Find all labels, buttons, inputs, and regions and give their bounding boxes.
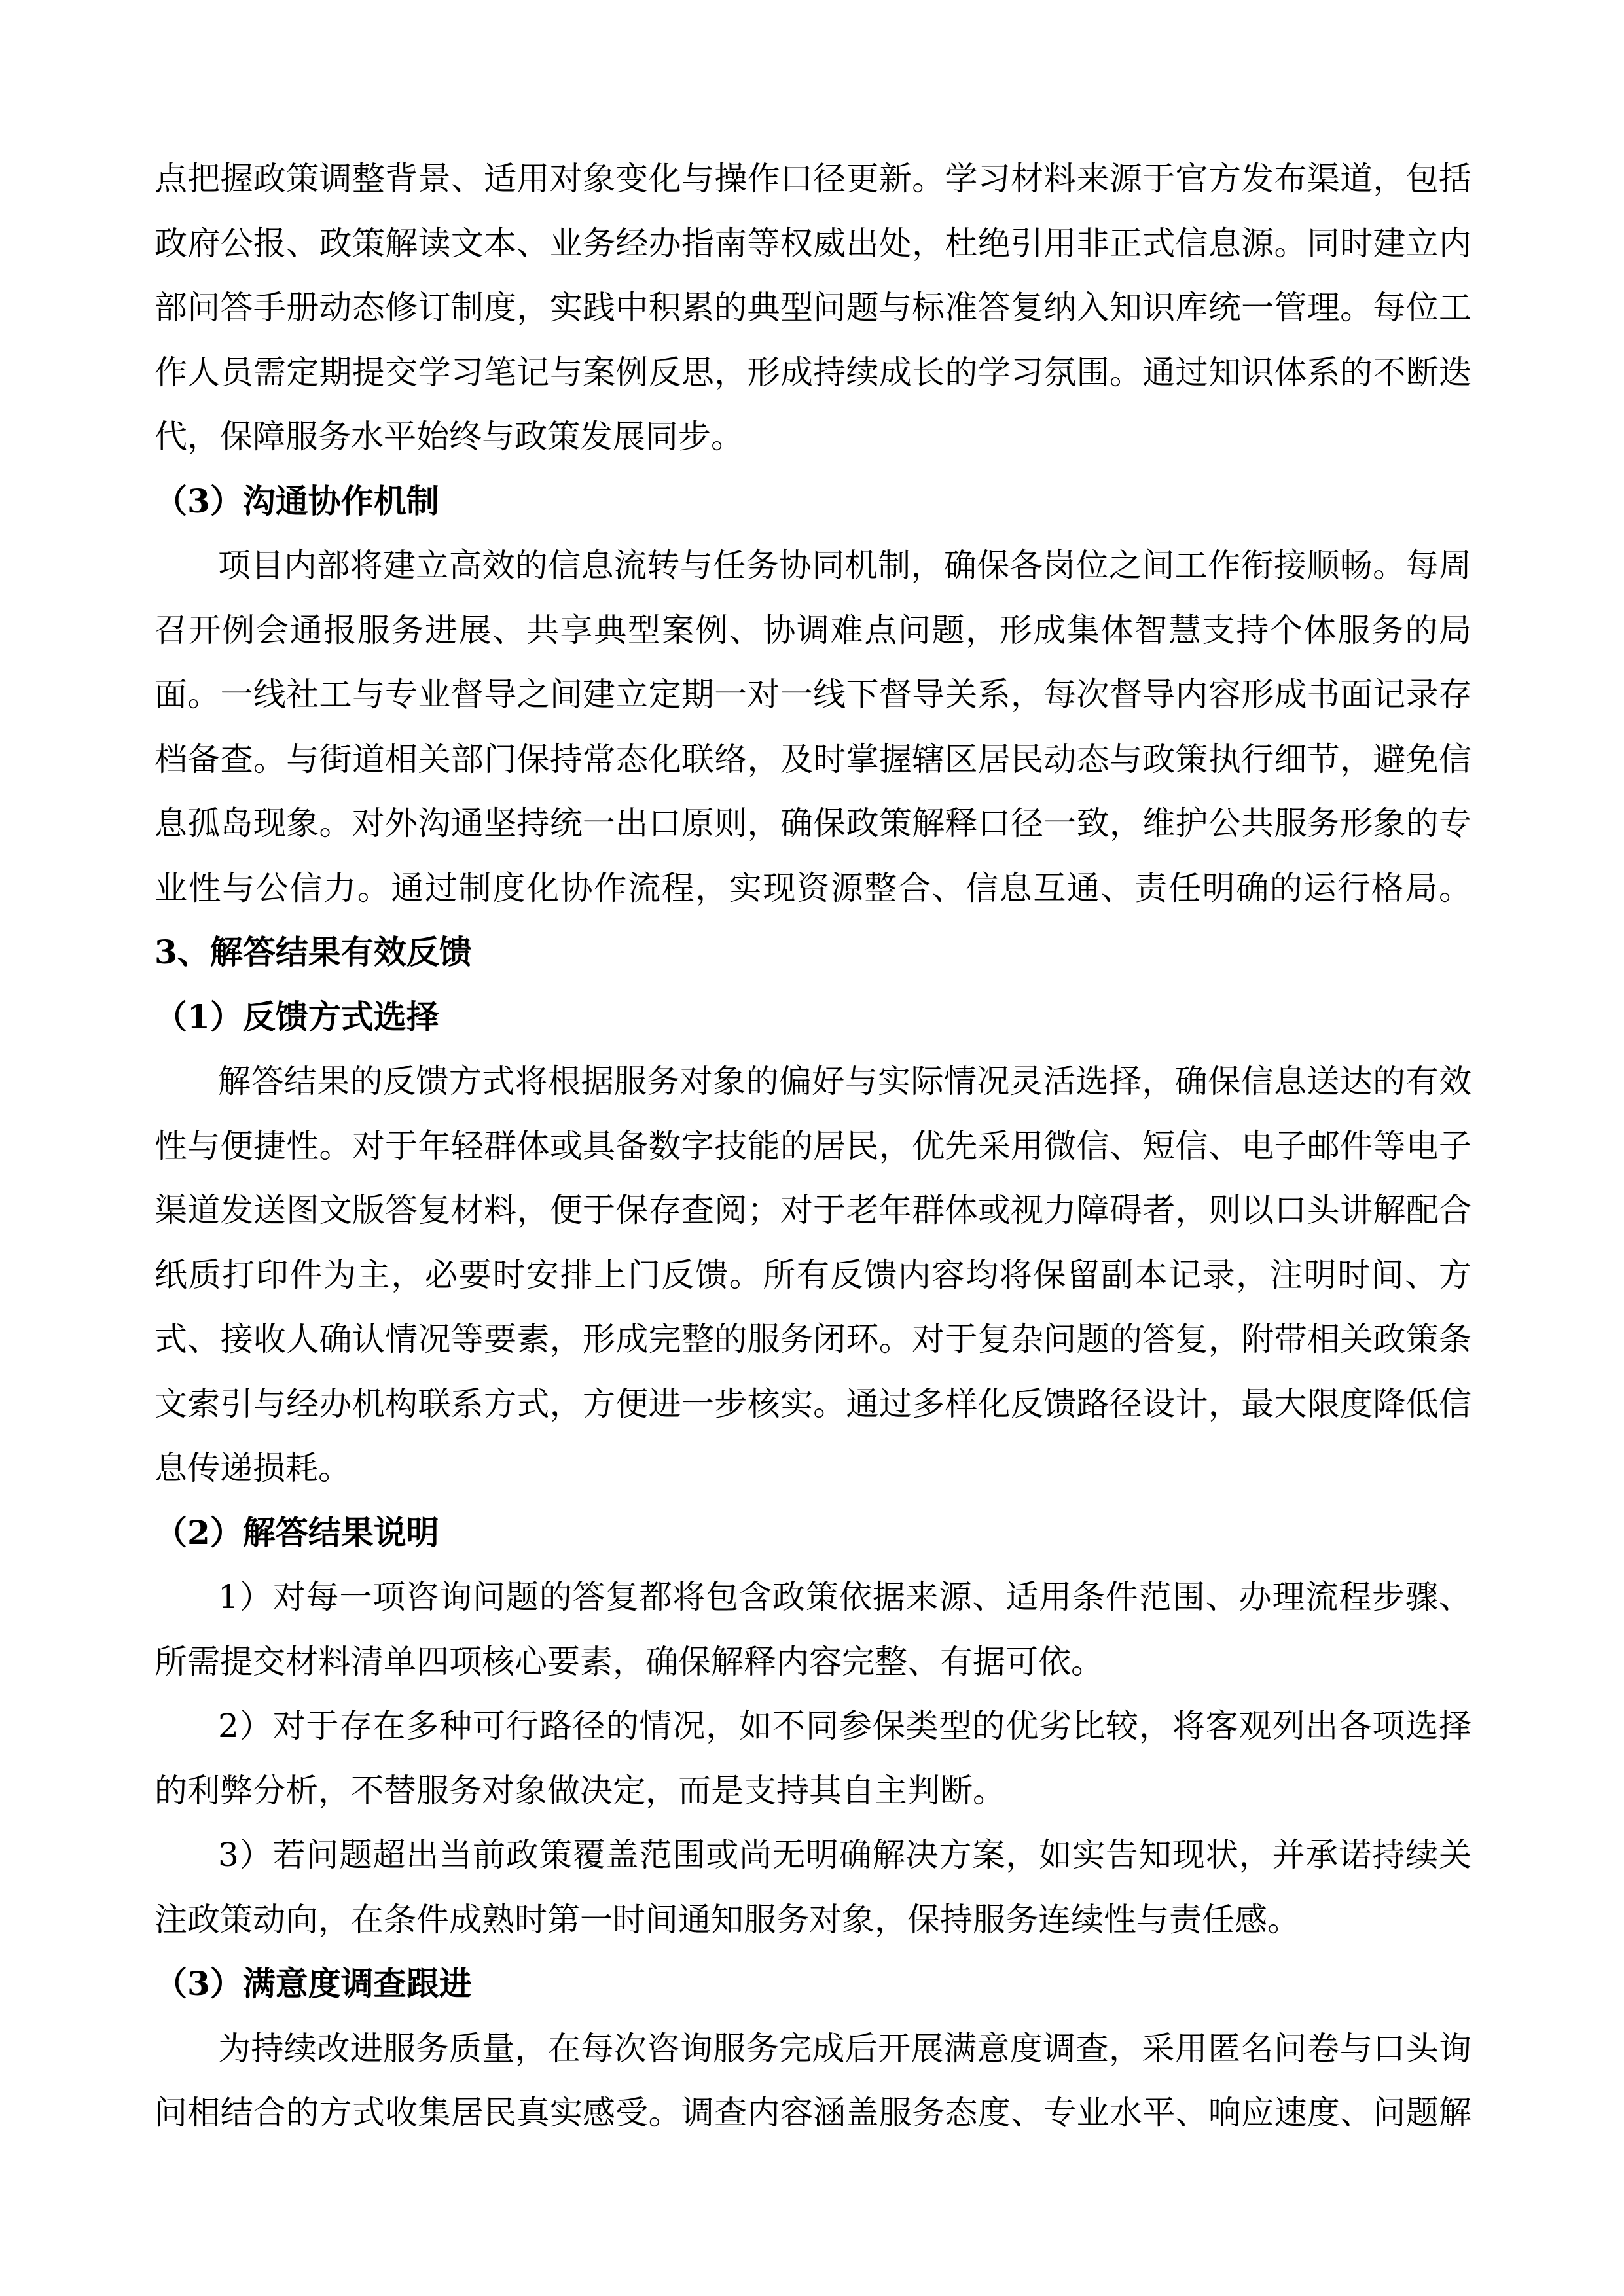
paragraph-line: 渠道发送图文版答复材料，便于保存查阅；对于老年群体或视力障碍者，则以口头讲解配合: [154, 1191, 1471, 1229]
paragraph-line: 点把握政策调整背景、适用对象变化与操作口径更新。学习材料来源于官方发布渠道，包括: [154, 160, 1471, 198]
paragraph-line: 为持续改进服务质量，在每次咨询服务完成后开展满意度调查，采用匿名问卷与口头询: [218, 2029, 1471, 2068]
paragraph-line: 问相结合的方式收集居民真实感受。调查内容涵盖服务态度、专业水平、响应速度、问题解: [154, 2094, 1471, 2132]
section-heading: （3）满意度调查跟进: [154, 1964, 472, 2003]
paragraph-line: 面。一线社工与专业督导之间建立定期一对一线下督导关系，每次督导内容形成书面记录存: [154, 675, 1471, 713]
list-item-line: 2）对于存在多种可行路径的情况，如不同参保类型的优劣比较，将客观列出各项选择: [218, 1707, 1471, 1745]
document-page: [154, 147, 1471, 2145]
section-heading: （1）反馈方式选择: [154, 997, 439, 1036]
paragraph-line: 式、接收人确认情况等要素，形成完整的服务闭环。对于复杂问题的答复，附带相关政策条: [154, 1320, 1471, 1358]
chapter-heading: 3、解答结果有效反馈: [154, 933, 472, 971]
list-item-line: 注政策动向，在条件成熟时第一时间通知服务对象，保持服务连续性与责任感。: [154, 1900, 1300, 1939]
paragraph-line: 项目内部将建立高效的信息流转与任务协同机制，确保各岗位之间工作衔接顺畅。每周: [218, 547, 1471, 584]
paragraph-line: 作人员需定期提交学习笔记与案例反思，形成持续成长的学习氛围。通过知识体系的不断迭: [154, 353, 1471, 391]
list-item-line: 3）若问题超出当前政策覆盖范围或尚无明确解决方案，如实告知现状，并承诺持续关: [218, 1836, 1471, 1874]
section-heading: （2）解答结果说明: [154, 1513, 439, 1552]
paragraph-line: 性与便捷性。对于年轻群体或具备数字技能的居民，优先采用微信、短信、电子邮件等电子: [154, 1126, 1471, 1165]
paragraph-line: 文索引与经办机构联系方式，方便进一步核实。通过多样化反馈路径设计，最大限度降低信: [154, 1384, 1471, 1423]
paragraph-line: 息孤岛现象。对外沟通坚持统一出口原则，确保政策解释口径一致，维护公共服务形象的专: [154, 804, 1471, 842]
list-item-line: 1）对每一项咨询问题的答复都将包含政策依据来源、适用条件范围、办理流程步骤、: [218, 1578, 1471, 1616]
list-item-line: 所需提交材料清单四项核心要素，确保解释内容完整、有据可依。: [154, 1642, 1104, 1681]
section-heading: （3）沟通协作机制: [154, 481, 439, 520]
paragraph-line: 召开例会通报服务进展、共享典型案例、协调难点问题，形成集体智慧支持个体服务的局: [154, 611, 1471, 649]
paragraph-line: 档备查。与街道相关部门保持常态化联络，及时掌握辖区居民动态与政策执行细节，避免信: [154, 740, 1471, 778]
paragraph-line: 息传递损耗。: [154, 1449, 351, 1487]
paragraph-line: 政府公报、政策解读文本、业务经办指南等权威出处，杜绝引用非正式信息源。同时建立内: [154, 224, 1471, 262]
paragraph-line: 解答结果的反馈方式将根据服务对象的偏好与实际情况灵活选择，确保信息送达的有效: [218, 1062, 1471, 1100]
paragraph-line: 部问答手册动态修订制度，实践中积累的典型问题与标准答复纳入知识库统一管理。每位工: [154, 289, 1471, 327]
paragraph-line: 代，保障服务水平始终与政策发展同步。: [154, 418, 744, 456]
list-item-line: 的利弊分析，不替服务对象做决定，而是支持其自主判断。: [154, 1771, 1005, 1810]
paragraph-line: 纸质打印件为主，必要时安排上门反馈。所有反馈内容均将保留副本记录，注明时间、方: [154, 1255, 1471, 1294]
paragraph-line: 业性与公信力。通过制度化协作流程，实现资源整合、信息互通、责任明确的运行格局。: [154, 869, 1471, 907]
